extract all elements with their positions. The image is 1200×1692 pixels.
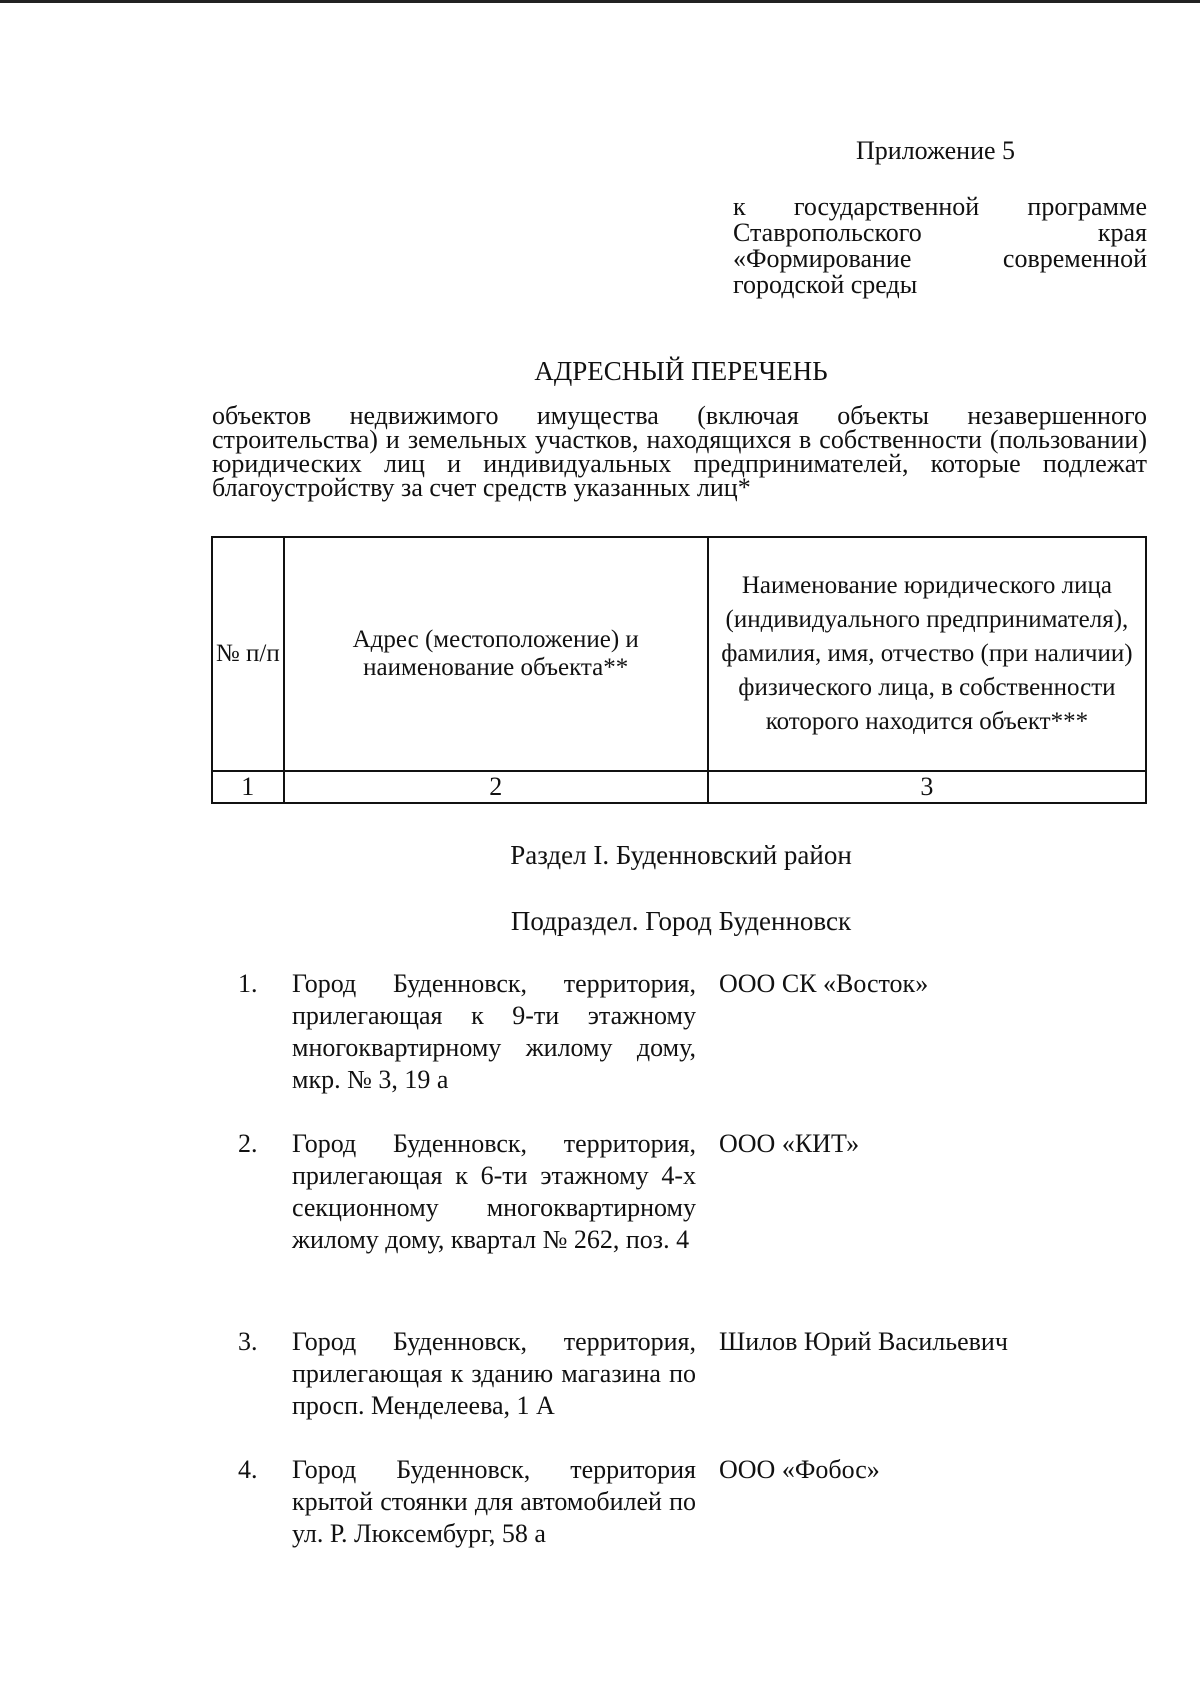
entry-owner: ООО СК «Восток»	[719, 969, 929, 998]
document-title: АДРЕСНЫЙ ПЕРЕЧЕНЬ	[534, 356, 828, 386]
column-number-1: 1	[212, 771, 284, 803]
column-number-3: 3	[708, 771, 1146, 803]
header-cell-number	[212, 537, 284, 771]
subsection-title: Подраздел. Город Буденновск	[510, 906, 852, 936]
appendix-reference: к государственной программе Ставропольского края «Формирование современной городской среды	[733, 192, 1147, 299]
header-cell-address	[284, 537, 708, 771]
entry-address: Город Буденновск, территория, прилегающая к 6-ти этажному 4-х секционному многоквартирному жилому дому, квартал № 262, поз. 4	[292, 1129, 696, 1254]
header-table	[211, 536, 1147, 804]
document-subtitle: объектов недвижимого имущества (включая объекты незавершенного строительства) и земельных участков, находящихся в собственности (пользовании) юридических лиц и индивидуальных предпринимателей, которые подлежат благоустройству за счет средств указанных лиц*	[212, 401, 1147, 502]
appendix-title: Приложение 5	[856, 136, 1016, 165]
header-cell-owner	[708, 537, 1146, 771]
entry-owner: ООО «Фобос»	[719, 1455, 880, 1484]
section-title: Раздел I. Буденновский район	[510, 840, 852, 870]
entry-address: Город Буденновск, территория крытой стоянки для автомобилей по ул. Р. Люксембург, 58 а	[292, 1455, 696, 1548]
entry-owner: ООО «КИТ»	[719, 1129, 860, 1158]
entry-number: 1.	[238, 969, 258, 998]
header-number-label: № п/п	[215, 640, 280, 667]
header-row	[212, 537, 1146, 771]
top-border-line	[0, 0, 1200, 3]
entry-address: Город Буденновск, территория, прилегающая к 9-ти этажному многоквартирному жилому дому, мкр. № 3, 19 а	[292, 969, 696, 1094]
column-number-2: 2	[284, 771, 708, 803]
entry-address: Город Буденновск, территория, прилегающая к зданию магазина по просп. Менделеева, 1 А	[292, 1327, 696, 1420]
entry-number: 3.	[238, 1327, 258, 1356]
entry-number: 4.	[238, 1455, 258, 1484]
header-address-label: Адрес (местоположение) и наименование объекта**	[352, 626, 639, 681]
entry-number: 2.	[238, 1129, 258, 1158]
entry-owner: Шилов Юрий Васильевич	[719, 1327, 1008, 1356]
header-owner-label: Наименование юридического лица (индивидуального предпринимателя), фамилия, имя, отчество (при наличии) физического лица, в собственности которого находится объект***	[721, 572, 1133, 735]
column-number-row	[212, 771, 1146, 803]
